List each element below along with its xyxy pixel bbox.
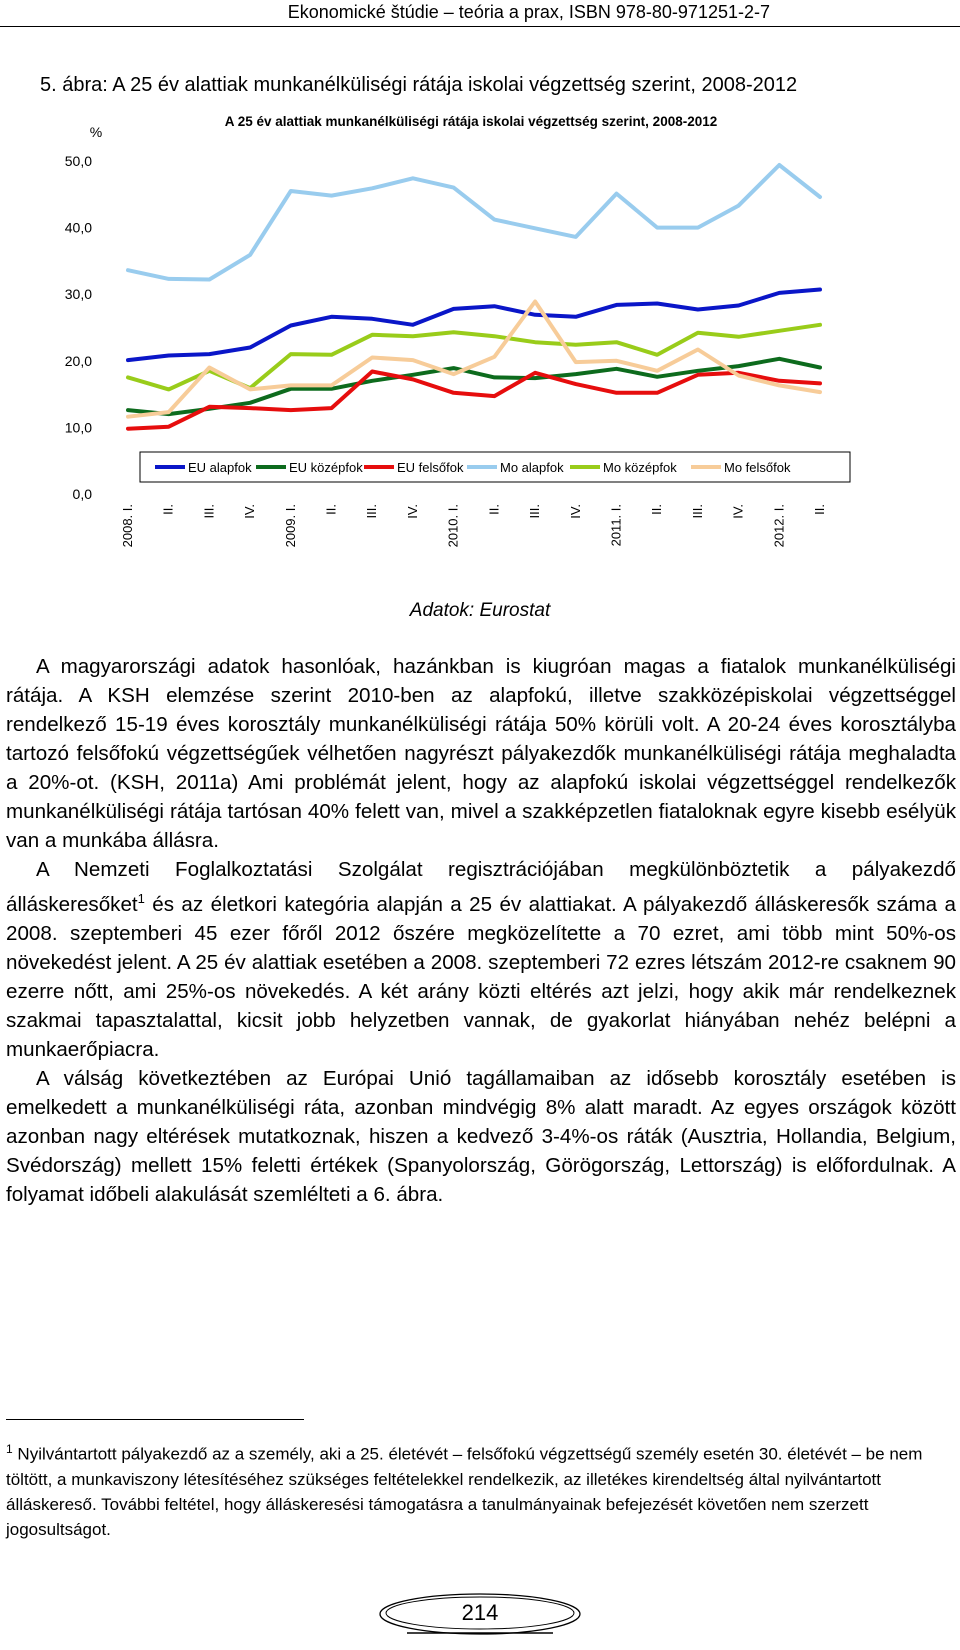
x-tick-label: 2009. I. bbox=[282, 504, 298, 548]
legend-label: Mo alapfok bbox=[500, 460, 564, 475]
footnote-number: 1 bbox=[6, 1442, 13, 1456]
paragraph-text: és az életkori kategória alapján a 25 év alattiakat. A pályakezdő álláskeresők száma a 2008. szeptemberi 45 ezer főről 2012 őszére megközelítette a 70 ezret, ami több mint 50%-os növekedést jelent. A 25 év alattiak esetében a 2008. szeptemberi 72 ezres létszám 2012-re csaknem 90 ezerre nőtt, ami 25%-os növekedés. A két arány közti eltérés azt jelzi, hogy akik már rendelkeznek szakmai tapasztalattal, kicsit jobb helyzetben vannak, de gyakorlat hiányában nehéz belépni a munkaerőpiacra. bbox=[6, 892, 956, 1061]
x-tick-label: IV. bbox=[567, 504, 583, 519]
chart-title: A 25 év alattiak munkanélküliségi rátája iskolai végzettség szerint, 2008-2012 bbox=[224, 114, 718, 129]
paragraph: A válság következtében az Európai Unió tagállamaiban az idősebb korosztály esetében is emelkedett a munkanélküliségi ráta, azonban mindvégig 8% alatt maradt. Az egyes országok között azonban nagy eltérések mutatkoznak, hiszen a kedvező 3-4%-os ráták (Ausztria, Hollandia, Belgium, Svédország) mellett 15% feletti értékek (Spanyolország, Görögország, Lettország) is előfordulnak. A folyamat időbeli alakulását szemlélteti a 6. ábra. bbox=[6, 1066, 956, 1206]
y-axis-unit: % bbox=[89, 124, 103, 140]
x-tick-labels bbox=[120, 504, 827, 547]
x-tick-label: IV. bbox=[404, 504, 420, 519]
footnote-divider bbox=[6, 1419, 304, 1420]
page-header bbox=[0, 0, 960, 28]
x-tick-label: II. bbox=[649, 504, 665, 515]
y-tick-label: 40,0 bbox=[64, 219, 92, 236]
legend-label: Mo felsőfok bbox=[724, 460, 791, 475]
footnote-reference[interactable]: 1 bbox=[137, 891, 145, 906]
paragraph bbox=[6, 855, 956, 1064]
y-tick-label: 10,0 bbox=[64, 419, 92, 436]
line-chart bbox=[0, 100, 960, 570]
x-tick-label: IV. bbox=[242, 504, 258, 519]
paragraph-text: A Nemzeti Foglalkoztatási Szolgálat regisztrációjában megkülönböztetik a pályakezdő álláskeresőket bbox=[6, 858, 956, 916]
y-tick-label: 30,0 bbox=[64, 286, 92, 303]
series-lines bbox=[128, 165, 820, 429]
paragraph: A magyarországi adatok hasonlóak, hazánkban is kiugróan magas a fiatalok munkanélküliségi rátája. A KSH elemzése szerint 2010-ben az alapfokú, illetve szakközépiskolai végzettséggel rendelkező 15-19 éves korosztály munkanélküliségi rátája 50% körüli volt. A 20-24 éves korosztályba tartozó felsőfokú végzettségűek vélhetően nagyrészt pályakezdők munkanélküliségi rátája meghaladta a 20%-ot. (KSH, 2011a) Ami problémát jelent, hogy az alapfokú iskolai végzettséggel rendelkezők munkanélküliségi rátája tartósan 40% felett van, mivel a szakképzetlen fiataloknak egyre kisebb esélyük van a munkába állásra. bbox=[6, 655, 956, 852]
page-number-badge bbox=[377, 1590, 583, 1638]
x-tick-label: 2012. I. bbox=[771, 504, 787, 548]
x-tick-label: III. bbox=[201, 504, 217, 519]
header-text: Ekonomické štúdie – teória a prax, ISBN 978-80-971251-2-7 bbox=[287, 2, 770, 22]
x-tick-label: 2010. I. bbox=[445, 504, 461, 548]
y-tick-labels bbox=[65, 153, 92, 502]
x-tick-label: 2008. I. bbox=[120, 504, 135, 548]
series-line-4 bbox=[128, 165, 820, 280]
x-tick-label: III. bbox=[689, 504, 705, 519]
legend-label: Mo középfok bbox=[603, 460, 677, 475]
footnote bbox=[6, 1437, 946, 1542]
footnote-text: Nyilvántartott pályakezdő az a személy, aki a 25. életévét – felsőfokú végzettségű személy esetén 30. életévét – be nem töltött, a munkaviszony létesítéséhez szükséges feltételekkel rendelkezik, az illetékes kirendeltség által nyilvántartott álláskereső. További feltétel, hogy álláskeresési támogatásra a tanulmányainak befejezését követően nem szerzett jogosultságot. bbox=[6, 1444, 923, 1539]
page-number: 214 bbox=[461, 1600, 499, 1625]
y-tick-label: 50,0 bbox=[64, 153, 92, 169]
legend-label: EU alapfok bbox=[188, 460, 252, 475]
x-tick-label: IV. bbox=[730, 504, 746, 519]
chart-legend bbox=[140, 452, 850, 482]
x-tick-label: II. bbox=[486, 504, 502, 515]
figure-caption: 5. ábra: A 25 év alattiak munkanélküliségi rátája iskolai végzettség szerint, 2008-2012 bbox=[40, 74, 798, 96]
x-tick-label: II. bbox=[812, 504, 827, 515]
x-tick-label: III. bbox=[527, 504, 543, 519]
legend-label: EU középfok bbox=[289, 460, 363, 475]
x-tick-label: II. bbox=[160, 504, 176, 515]
y-tick-label: 0,0 bbox=[72, 486, 92, 502]
header-rule bbox=[0, 26, 960, 27]
series-line-6 bbox=[128, 302, 820, 417]
x-tick-label: 2011. I. bbox=[608, 504, 624, 547]
x-tick-label: II. bbox=[323, 504, 339, 515]
y-tick-label: 20,0 bbox=[64, 352, 92, 369]
legend-label: EU felsőfok bbox=[397, 460, 464, 475]
figure-source: Adatok: Eurostat bbox=[409, 600, 551, 621]
x-tick-label: III. bbox=[364, 504, 380, 519]
series-line-1 bbox=[128, 290, 820, 361]
body-text bbox=[6, 652, 956, 1209]
